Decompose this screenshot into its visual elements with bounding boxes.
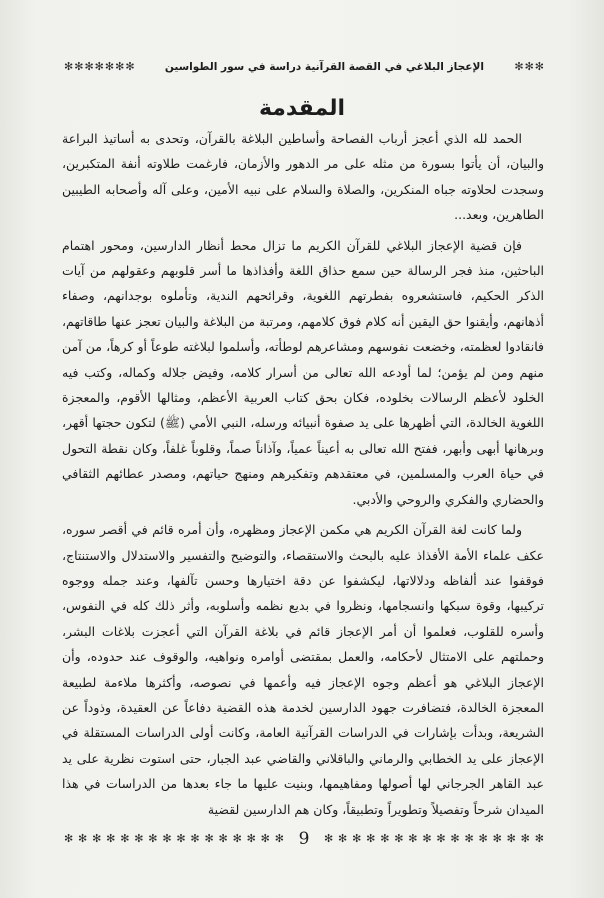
footer-ornament-left: ✻ ✻ ✻ ✻ ✻ ✻ ✻ ✻ ✻ ✻ ✻ ✻ ✻ ✻ ✻ ✻ [64,832,284,845]
paragraph: فإن قضية الإعجاز البلاغي للقرآن الكريم ما تزال محط أنظار الدارسين، ومحور اهتمام الباحثين، منذ فجر الرسالة حين سمع حذاق اللغة وأفذاذها ما أسر قلوبهم وعقولهم من آيات الذكر الحكيم، فاستشعروه بفطرتهم اللغوية، وقرائحهم الندية، وتأملوه بوجدانهم، وصفاء أذهانهم، وأيقنوا حق اليقين أنه كلام فوق كلامهم، ومرتبة من البلاغة والبيان تعجز عنها طاقاتهم، فانقادوا لعظمته، وخضعت نفوسهم ومشاعرهم لوطأته، وأسلموا لبلاغته طوعاً أو كرهاً، من آمن منهم ومن لم يؤمن؛ لما أودعه الله تعالى من أسرار كلامه، وفيض جلاله وكماله، وكتب فيه الخلود لأعظم الرسالات بخلوده، فكان بحق كتاب العربية الأعظم، ومثالها الأقوم، والمعجزة اللغوية الخالدة، التي أظهرها على يد صفوة أنبيائه ورسله، النبي الأمي (ﷺ) لتكون حجتها أقهر، وبرهانها أبهى وأبهر، ففتح الله تعالى به أعيناً عمياً، وآذاناً صماً، وقلوباً غلفاً، وكان نقطة التحول في حياة العرب والمسلمين، في معتقدهم وتفكيرهم ومنهج حياتهم، ومصدر عطائهم الثقافي والحضاري والفكري والروحي والأدبي. [62,237,544,507]
header-ornament-right: ✻ ✻ ✻ [514,60,544,73]
footer-ornament-right: ✻ ✻ ✻ ✻ ✻ ✻ ✻ ✻ ✻ ✻ ✻ ✻ ✻ ✻ ✻ ✻ [324,832,544,845]
paragraph: الحمد لله الذي أعجز أرباب الفصاحة وأساطين البلاغة بالقرآن، وتحدى به أساتيذ البراعة والبيان، أن يأتوا بسورة من مثله على مر الدهور والأزمان، فارغمت طلاوته أنفة المتكبرين، وسجدت لحلاوته جباه المنكرين، والصلاة والسلام على نبيه الأمين، وعلى آله وأصحابه الطيبين الطاهرين، وبعد... [62,131,544,223]
page-number: 9 [298,829,310,849]
header-ornament-left: ✻ ✻ ✻ ✻ ✻ ✻ ✻ [64,60,135,73]
running-header [64,56,544,78]
paragraph: ولما كانت لغة القرآن الكريم هي مكمن الإعجاز ومظهره، وأن أمره قائم في أقصر سوره، عكف علماء الأمة الأفذاذ عليه بالبحث والاستقصاء، والتوضيح والتفسير والاستدلال والاستنتاج، فوقفوا عند ألفاظه ودلالاتها، ليكشفوا عن دقة اختيارها وحسن تآلفها، وعند جمله ووجوه تركيبها، وقوة سبكها وانسجامها، ونظروا في بديع نظمه وأسلوبه، وأثر ذلك كله في النفوس، وأسره للقلوب، فعلموا أن أمر الإعجاز قائم في بلاغة القرآن التي أعجزت بلاغات البشر، وحملتهم على الامتثال لأحكامه، والعمل بمقتضى أوامره ونواهيه، والوقوف عند حدوده، وأن الإعجاز البلاغي هو أعظم وجوه الإعجاز فيه وأعمها في نصوصه، وأكثرها ملاءمة لطبيعة المعجزة الخالدة، فتضافرت جهود الدارسين لخدمة هذه القضية دفاعاً عن العقيدة، وذوداً عن الشريعة، وبدأت بإشارات في الدراسات القرآنية العامة، وكانت أولى الدراسات المستقلة في الإعجاز على يد الخطابي والرماني والباقلاني والقاضي عبد الجبار، حتى استوت نظرية على يد عبد القاهر الجرجاني لها أصولها ومفاهيمها، وبنيت عليها ما جاء بعدها من الدراسات في هذا الميدان شرحاً وتفصيلاً وتطويراً وتطبيقاً، وكان هم الدارسين لقضية [62,522,544,817]
page-footer [64,828,544,850]
running-title: الإعجاز البلاغي في القصة القرآنية دراسة في سور الطواسين [164,61,484,73]
chapter-title: المقدمة [258,96,346,121]
body-text [62,126,544,822]
